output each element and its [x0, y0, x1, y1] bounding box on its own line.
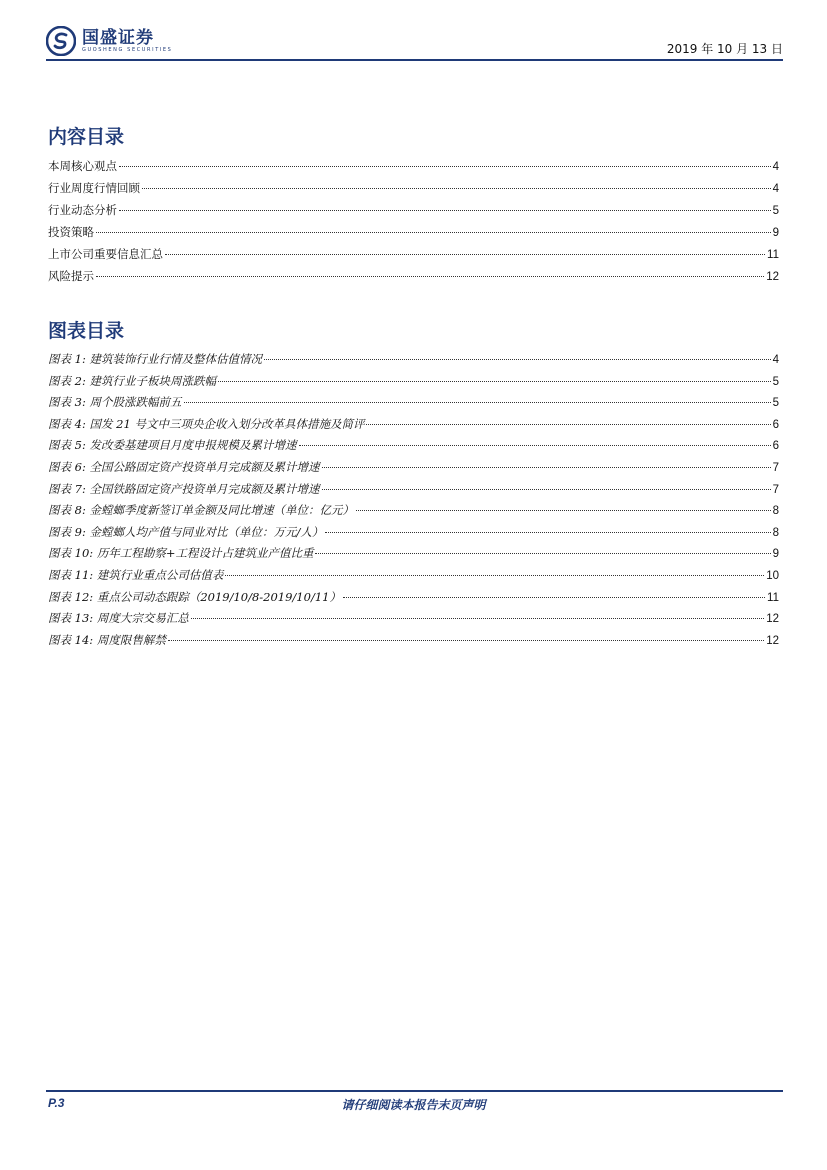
toc-entry-page: 6 [772, 440, 779, 453]
toc-entry-page: 7 [772, 483, 779, 496]
figure-toc-entry[interactable] [48, 416, 779, 438]
toc-entry-label: 风险提示 [48, 269, 94, 283]
toc-entry-label: 行业动态分析 [48, 203, 117, 217]
toc-dot-leader [325, 532, 770, 533]
toc-dot-leader [322, 489, 771, 490]
toc-entry-label: 图表 4: 国发 21 号文中三项央企收入划分改革具体措施及简评 [48, 416, 365, 431]
toc-entry-label: 图表 13: 周度大宗交易汇总 [48, 611, 189, 626]
toc-dot-leader [191, 618, 764, 619]
toc-dot-leader [218, 381, 771, 382]
toc-entry-label: 图表 8: 金螳螂季度新签订单金额及同比增速（单位：亿元） [48, 503, 354, 518]
figure-toc-title: 图表目录 [48, 320, 125, 342]
content-toc-entry[interactable] [48, 158, 779, 180]
toc-entry-label: 投资策略 [48, 225, 94, 239]
brand-name-cn: 国盛证券 [82, 27, 154, 48]
figure-toc-entry[interactable] [48, 459, 779, 481]
toc-dot-leader [119, 166, 771, 167]
toc-dot-leader [315, 553, 770, 554]
toc-entry-label: 上市公司重要信息汇总 [48, 247, 163, 261]
toc-entry-page: 10 [766, 569, 779, 582]
figure-toc-entry[interactable] [48, 351, 779, 373]
figure-toc-entry[interactable] [48, 545, 779, 567]
toc-dot-leader [322, 467, 771, 468]
toc-entry-label: 行业周度行情回顾 [48, 181, 140, 195]
toc-dot-leader [96, 276, 764, 277]
figure-toc-entry[interactable] [48, 589, 779, 611]
toc-entry-label: 本周核心观点 [48, 159, 117, 173]
toc-dot-leader [168, 640, 764, 641]
toc-entry-label: 图表 3: 周个股涨跌幅前五 [48, 395, 182, 410]
toc-entry-label: 图表 6: 全国公路固定资产投资单月完成额及累计增速 [48, 459, 320, 474]
content-toc-entry[interactable] [48, 202, 779, 224]
toc-dot-leader [356, 510, 771, 511]
toc-entry-page: 4 [772, 183, 779, 195]
toc-entry-label: 图表 11: 建筑行业重点公司估值表 [48, 567, 224, 582]
toc-entry-page: 11 [767, 591, 779, 604]
report-date: 2019 年 10 月 13 日 [666, 42, 783, 56]
footer-disclaimer: 请仔细阅读本报告末页声明 [341, 1098, 486, 1112]
toc-dot-leader [264, 359, 771, 360]
toc-entry-page: 8 [772, 526, 779, 539]
toc-entry-page: 8 [772, 505, 779, 518]
toc-entry-label: 图表 10: 历年工程勘察+工程设计占建筑业产值比重 [48, 546, 314, 561]
footer-divider [46, 1090, 783, 1092]
toc-entry-label: 图表 2: 建筑行业子板块周涨跌幅 [48, 373, 217, 388]
figure-toc-entry[interactable] [48, 481, 779, 503]
figure-toc-entry[interactable] [48, 524, 779, 546]
toc-entry-page: 5 [772, 205, 779, 217]
toc-entry-label: 图表 12: 重点公司动态跟踪（2019/10/8-2019/10/11） [48, 589, 341, 604]
figure-toc-entry[interactable] [48, 502, 779, 524]
brand-name-en: GUOSHENG SECURITIES [82, 46, 173, 53]
toc-entry-page: 6 [772, 418, 779, 431]
guosheng-logo-icon [46, 26, 76, 56]
toc-dot-leader [119, 210, 771, 211]
toc-entry-page: 12 [766, 634, 779, 647]
figure-toc-entry[interactable] [48, 632, 779, 654]
content-toc-entry[interactable] [48, 246, 779, 268]
toc-dot-leader [366, 424, 770, 425]
toc-dot-leader [343, 597, 765, 598]
header-divider [46, 59, 783, 61]
toc-dot-leader [142, 188, 771, 189]
toc-entry-page: 12 [766, 271, 779, 283]
toc-dot-leader [165, 254, 765, 255]
toc-dot-leader [184, 402, 771, 403]
brand-logo [46, 26, 172, 56]
toc-entry-page: 12 [766, 613, 779, 626]
figure-toc-entry[interactable] [48, 437, 779, 459]
toc-entry-label: 图表 7: 全国铁路固定资产投资单月完成额及累计增速 [48, 481, 320, 496]
toc-entry-page: 5 [772, 375, 779, 388]
page-number: P.3 [48, 1096, 65, 1110]
toc-entry-label: 图表 14: 周度限售解禁 [48, 632, 166, 647]
toc-entry-label: 图表 5: 发改委基建项目月度申报规模及累计增速 [48, 438, 297, 453]
content-toc-entry[interactable] [48, 224, 779, 246]
toc-dot-leader [299, 445, 771, 446]
content-toc-title: 内容目录 [48, 126, 125, 148]
toc-entry-page: 9 [772, 548, 779, 561]
content-toc-entry[interactable] [48, 268, 779, 290]
page-header [46, 22, 783, 62]
content-toc-entry[interactable] [48, 180, 779, 202]
toc-entry-label: 图表 9: 金螳螂人均产值与同业对比（单位：万元/人） [48, 524, 324, 539]
toc-entry-page: 7 [772, 461, 779, 474]
figure-toc-entry[interactable] [48, 373, 779, 395]
toc-entry-page: 5 [772, 397, 779, 410]
toc-dot-leader [96, 232, 771, 233]
figure-toc-entry[interactable] [48, 610, 779, 632]
toc-entry-label: 图表 1: 建筑装饰行业行情及整体估值情况 [48, 352, 263, 366]
figure-toc-entry[interactable] [48, 394, 779, 416]
toc-entry-page: 4 [772, 161, 779, 173]
toc-dot-leader [225, 575, 764, 576]
content-toc-list [48, 158, 779, 290]
figure-toc-list [48, 351, 779, 653]
figure-toc-entry[interactable] [48, 567, 779, 589]
toc-entry-page: 11 [767, 249, 779, 261]
toc-entry-page: 4 [772, 354, 779, 366]
toc-entry-page: 9 [772, 227, 779, 239]
